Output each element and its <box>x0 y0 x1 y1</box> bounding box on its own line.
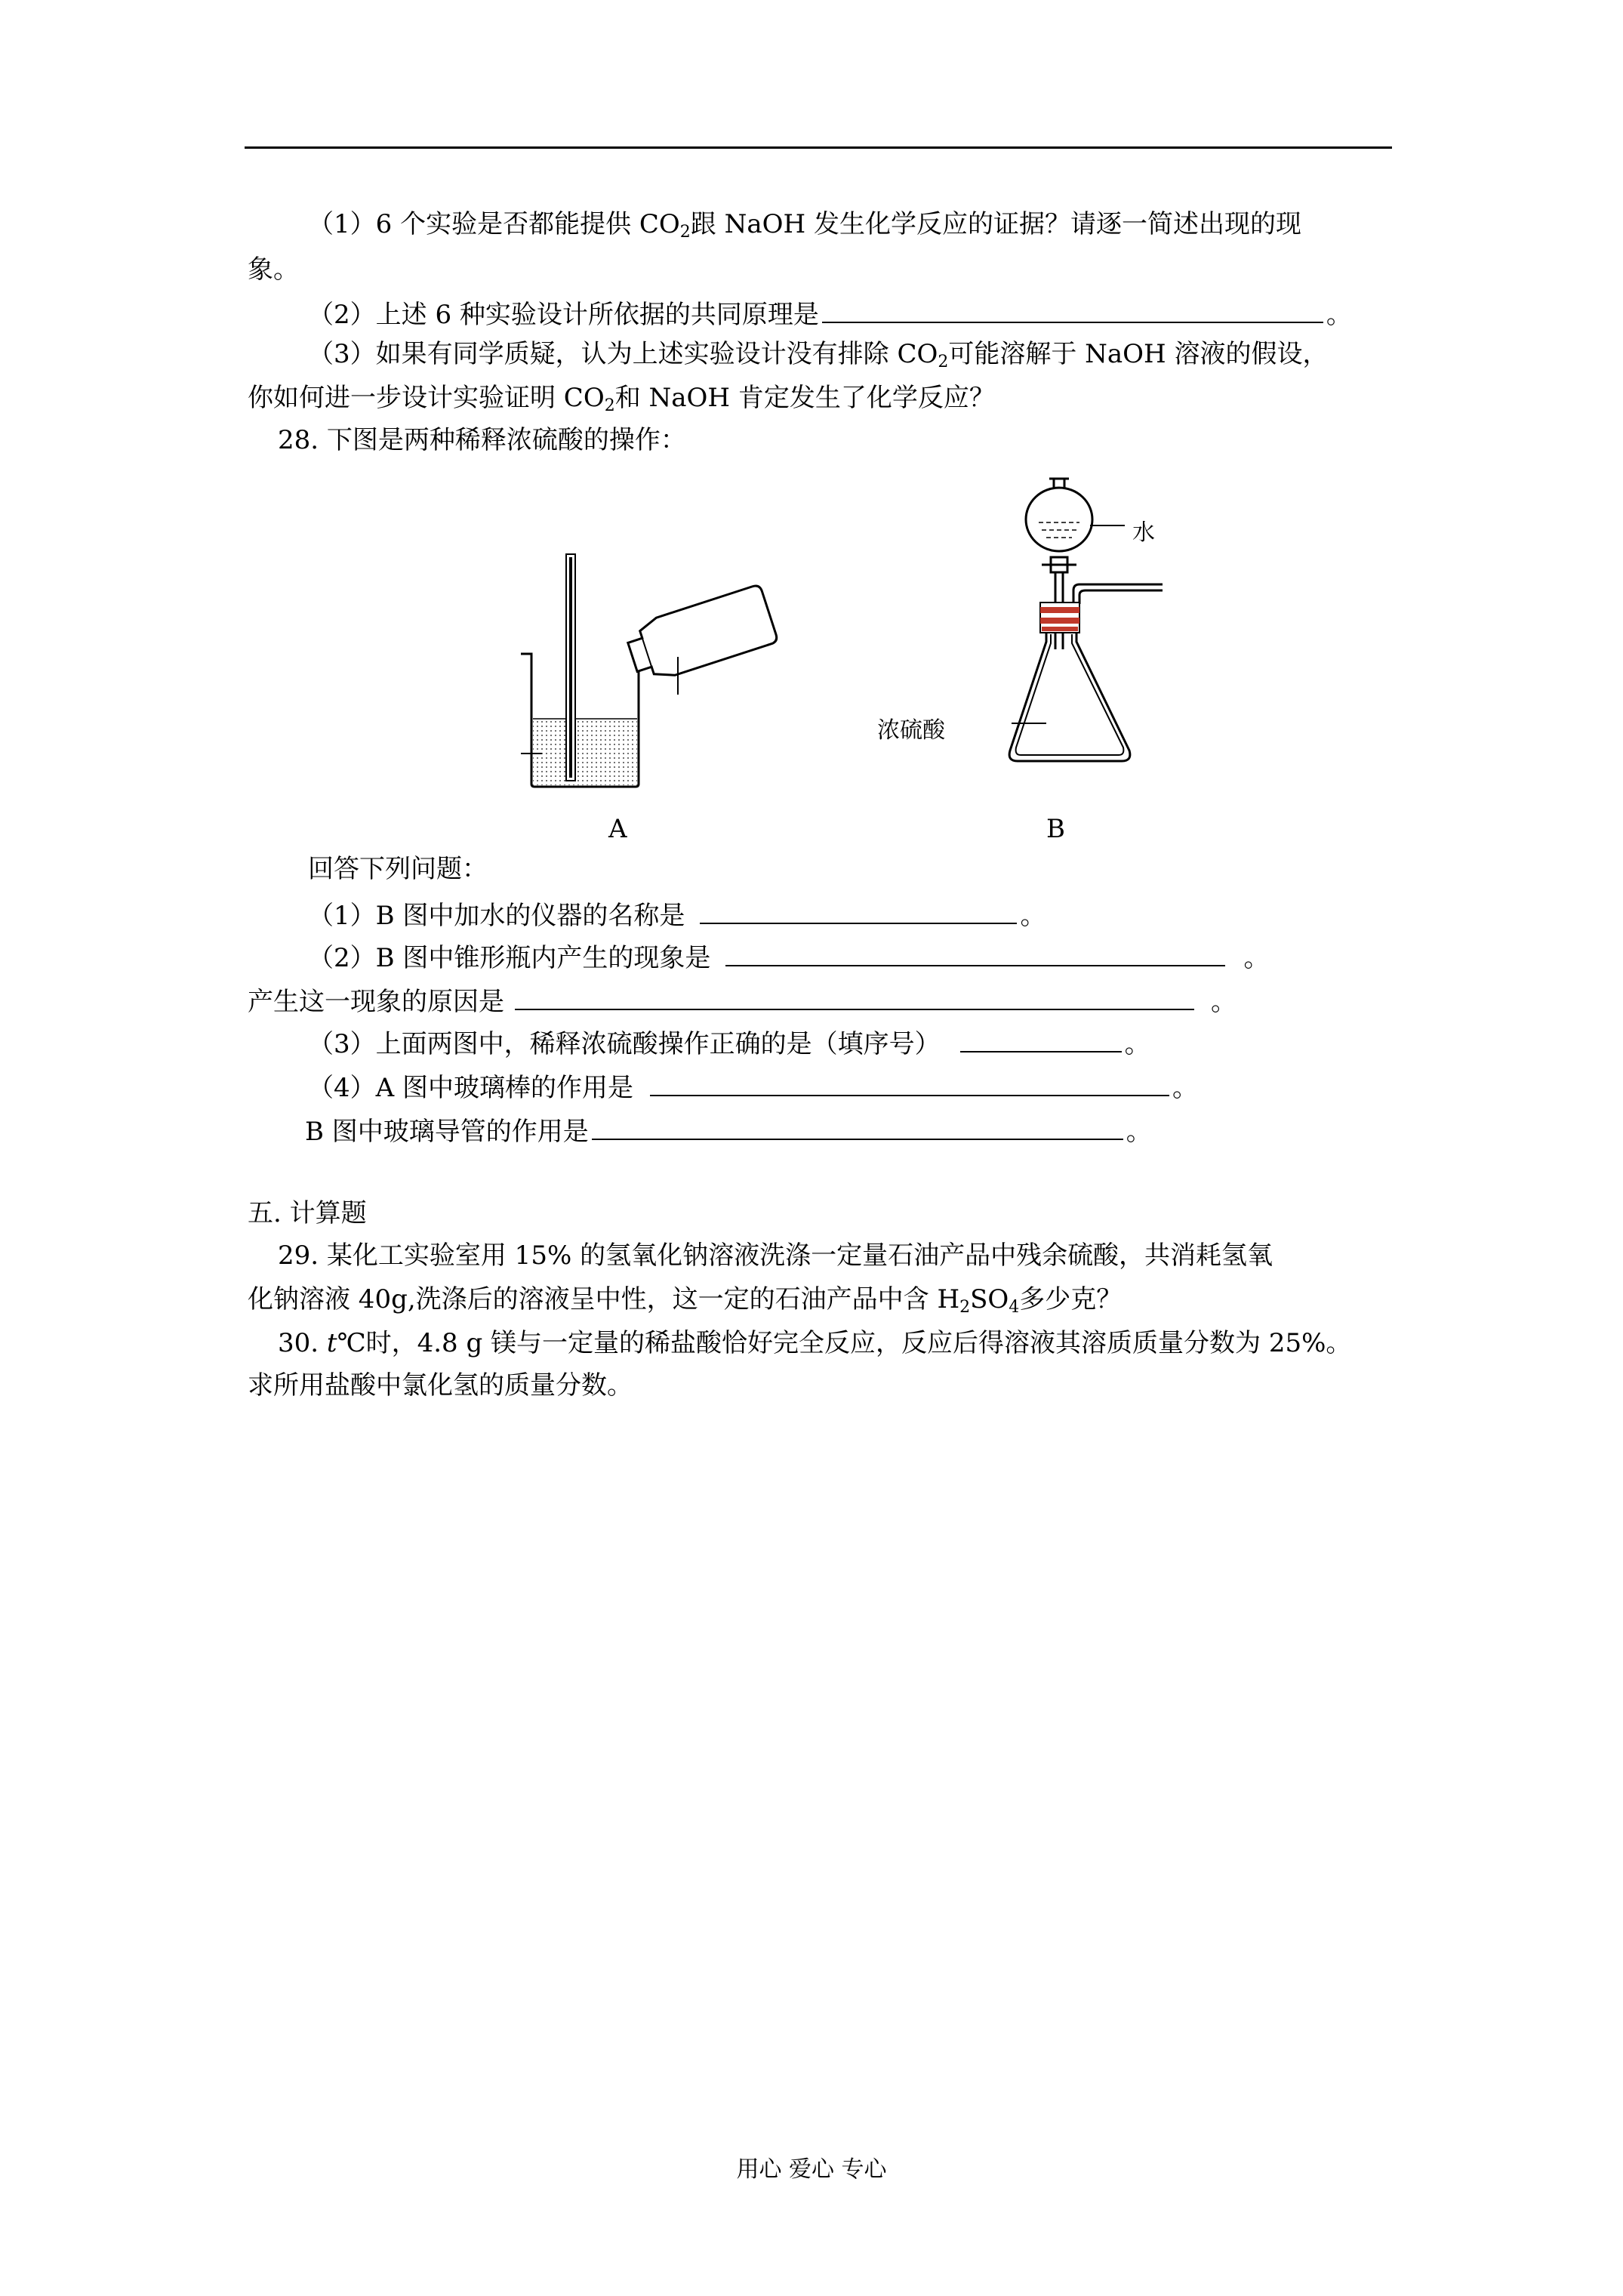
q27-sub1-line1: （1）6 个实验是否都能提供 $CO_2$跟 NaOH 发生化学反应的证据？请逐一简述出现的现 <box>308 209 1301 242</box>
figure-a-label: A <box>608 814 627 844</box>
answer-blank[interactable] <box>700 900 1017 924</box>
figure-a-beaker <box>513 544 845 800</box>
q28-sub4: （4）A 图中玻璃棒的作用是 。 <box>308 1073 1198 1103</box>
header-rule <box>245 146 1392 149</box>
figure-b-label: B <box>1046 814 1065 844</box>
answer-blank[interactable] <box>725 942 1225 966</box>
answer-blank[interactable] <box>515 986 1194 1010</box>
figure-b-water-label: 水 <box>1132 519 1155 546</box>
q28-answer-intro: 回答下列问题： <box>308 854 488 884</box>
q28-intro: 28. 下图是两种稀释浓硫酸的操作： <box>278 425 686 455</box>
q30-line1: 30. t℃时，4.8 g 镁与一定量的稀盐酸恰好完全反应，反应后得溶液其溶质质量分数为 25%。 <box>278 1328 1352 1358</box>
q28-sub1: （1）B 图中加水的仪器的名称是 。 <box>308 901 1046 931</box>
answer-blank[interactable] <box>592 1116 1123 1140</box>
q28-sub4b: B 图中玻璃导管的作用是 。 <box>305 1117 1152 1147</box>
section-5-heading: 五. 计算题 <box>248 1198 367 1228</box>
q28-sub3: （3）上面两图中，稀释浓硫酸操作正确的是（填序号） 。 <box>308 1029 1150 1059</box>
answer-blank[interactable] <box>650 1072 1169 1096</box>
figure-b-acid-label: 浓硫酸 <box>877 717 945 744</box>
q27-sub2: （2）上述 6 种实验设计所依据的共同原理是 。 <box>308 300 1352 330</box>
answer-blank[interactable] <box>960 1028 1122 1052</box>
q27-sub3-line2: 你如何进一步设计实验证明 $CO_2$和 NaOH 肯定发生了化学反应？ <box>248 383 995 415</box>
q30-line2: 求所用盐酸中氯化氢的质量分数。 <box>248 1370 633 1401</box>
q28-sub2: （2）B 图中锥形瓶内产生的现象是 。 <box>308 943 1270 973</box>
answer-blank[interactable] <box>822 299 1323 323</box>
q28-reason: 产生这一现象的原因是 。 <box>248 987 1236 1017</box>
q27-sub3-line1: （3）如果有同学质疑，认为上述实验设计没有排除 $CO_2$可能溶解于 NaOH 溶液的假设， <box>308 339 1329 371</box>
q29-line2: 化钠溶液 40g,洗涤后的溶液呈中性，这一定的石油产品中含 $H_2SO_4$多少克？ <box>248 1284 1123 1317</box>
page-footer: 用心 爱心 专心 <box>736 2156 887 2183</box>
q29-line1: 29. 某化工实验室用 15% 的氢氧化钠溶液洗涤一定量石油产品中残余硫酸，共消耗氢氧 <box>278 1240 1273 1271</box>
q27-sub1-line2: 象。 <box>248 254 299 285</box>
